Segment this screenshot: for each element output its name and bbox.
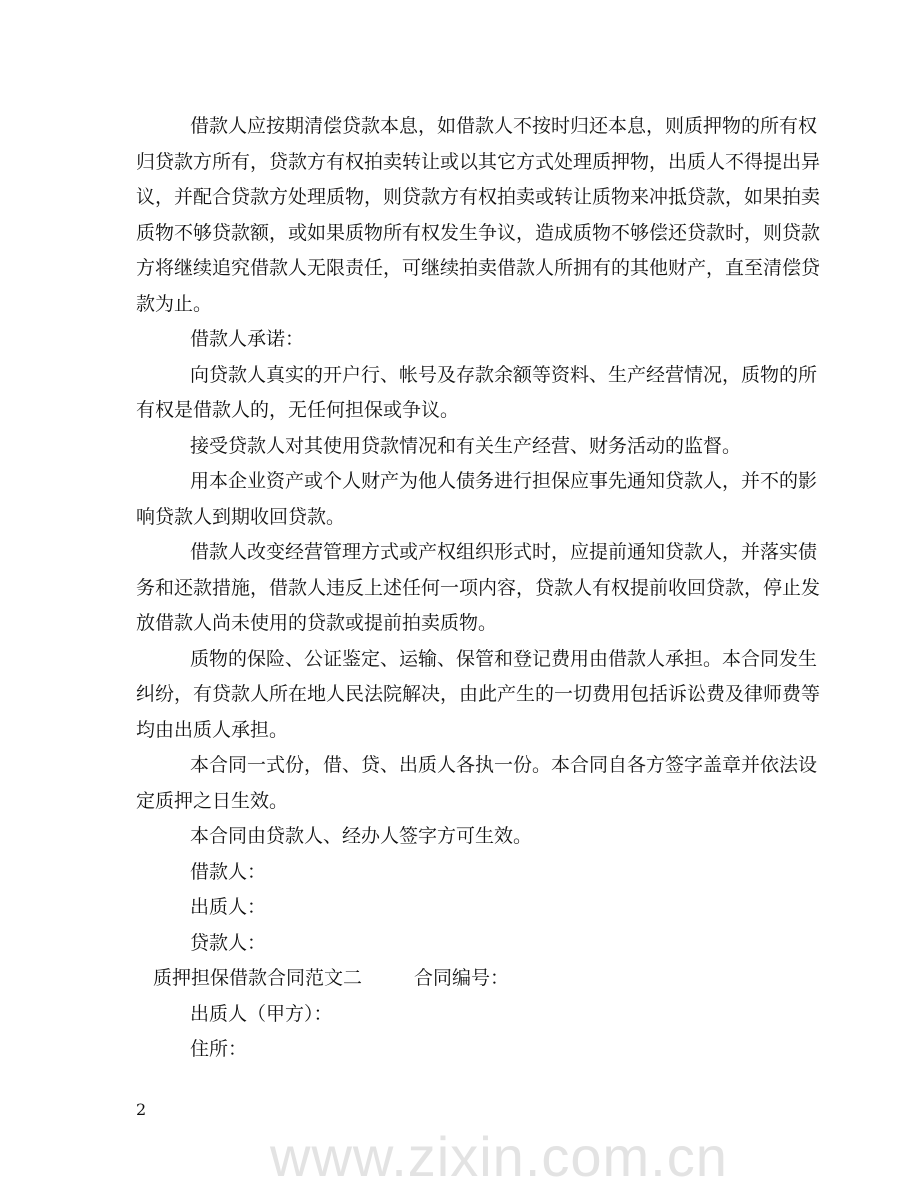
contract-number-label: 合同编号： bbox=[414, 967, 510, 989]
text-line: 本合同由贷款人、经办人签字方可生效。 bbox=[190, 825, 533, 847]
text-line: 借款人应按期清偿贷款本息，如借款人不按时归还本息，则质押物的所有权 bbox=[190, 115, 818, 137]
paragraph bbox=[136, 642, 821, 749]
text-line: 响贷款人到期收回贷款。 bbox=[136, 505, 346, 528]
text-line: 本合同一式份，借、贷、出质人各执一份。本合同自各方签字盖章并依法设 bbox=[190, 754, 818, 776]
text-line: 款为止。 bbox=[136, 292, 213, 315]
paragraph bbox=[136, 464, 818, 535]
text-line: 借款人承诺： bbox=[190, 328, 305, 350]
section-heading bbox=[136, 961, 784, 997]
text-line: 议，并配合贷款方处理质物，则贷款方有权拍卖或转让质物来冲抵贷款，如果拍卖 bbox=[136, 186, 821, 208]
paragraph bbox=[136, 855, 784, 891]
text-line: 质物不够贷款额，或如果质物所有权发生争议，造成质物不够偿还贷款时，则贷款 bbox=[136, 221, 821, 244]
text-line: 借款人： bbox=[190, 860, 267, 883]
text-line: 借款人改变经营管理方式或产权组织形式时，应提前通知贷款人，并落实债 bbox=[190, 541, 818, 563]
watermark: www.zixin.com.cn bbox=[270, 1125, 728, 1188]
page-number: 2 bbox=[136, 1100, 147, 1119]
text-line: 有权是借款人的，无任何担保或争议。 bbox=[136, 399, 460, 421]
paragraph bbox=[136, 535, 821, 642]
paragraph bbox=[136, 1032, 784, 1068]
paragraph bbox=[136, 748, 818, 819]
text-line: 出质人： bbox=[190, 896, 267, 918]
text-line: 接受贷款人对其使用贷款情况和有关生产经营、财务活动的监督。 bbox=[190, 434, 742, 457]
paragraph bbox=[136, 890, 784, 926]
text-line: 务和还款措施，借款人违反上述任何一项内容，贷款人有权提前收回贷款，停止发 bbox=[136, 576, 821, 599]
text-line: 纠纷，有贷款人所在地人民法院解决，由此产生的一切费用包括诉讼费及律师费等 bbox=[136, 683, 821, 705]
text-line: 方将继续追究借款人无限责任，可继续拍卖借款人所拥有的其他财产，直至清偿贷 bbox=[136, 257, 821, 279]
text-line: 均由出质人承担。 bbox=[136, 718, 289, 741]
text-line: 出质人（甲方）： bbox=[190, 1002, 333, 1025]
text-line: 向贷款人真实的开户行、帐号及存款余额等资料、生产经营情况，质物的所 bbox=[190, 363, 818, 386]
text-line: 归贷款方所有，贷款方有权拍卖转让或以其它方式处理质押物，出质人不得提出异 bbox=[136, 150, 821, 173]
document-body bbox=[136, 109, 821, 1068]
paragraph bbox=[136, 926, 784, 962]
text-line: 放借款人尚未使用的贷款或提前拍卖质物。 bbox=[136, 612, 498, 634]
paragraph bbox=[136, 819, 784, 855]
text-line: 住所： bbox=[190, 1038, 248, 1060]
paragraph bbox=[136, 109, 821, 322]
paragraph bbox=[136, 997, 784, 1033]
heading-title: 质押担保借款合同范文二 bbox=[153, 967, 363, 989]
paragraph bbox=[136, 322, 784, 358]
paragraph bbox=[136, 358, 818, 429]
paragraph bbox=[136, 429, 784, 465]
text-line: 质物的保险、公证鉴定、运输、保管和登记费用由借款人承担。本合同发生 bbox=[190, 647, 818, 670]
text-line: 用本企业资产或个人财产为他人债务进行担保应事先通知贷款人，并不的影 bbox=[190, 470, 818, 492]
text-line: 定质押之日生效。 bbox=[136, 789, 289, 812]
text-line: 贷款人： bbox=[190, 931, 267, 954]
